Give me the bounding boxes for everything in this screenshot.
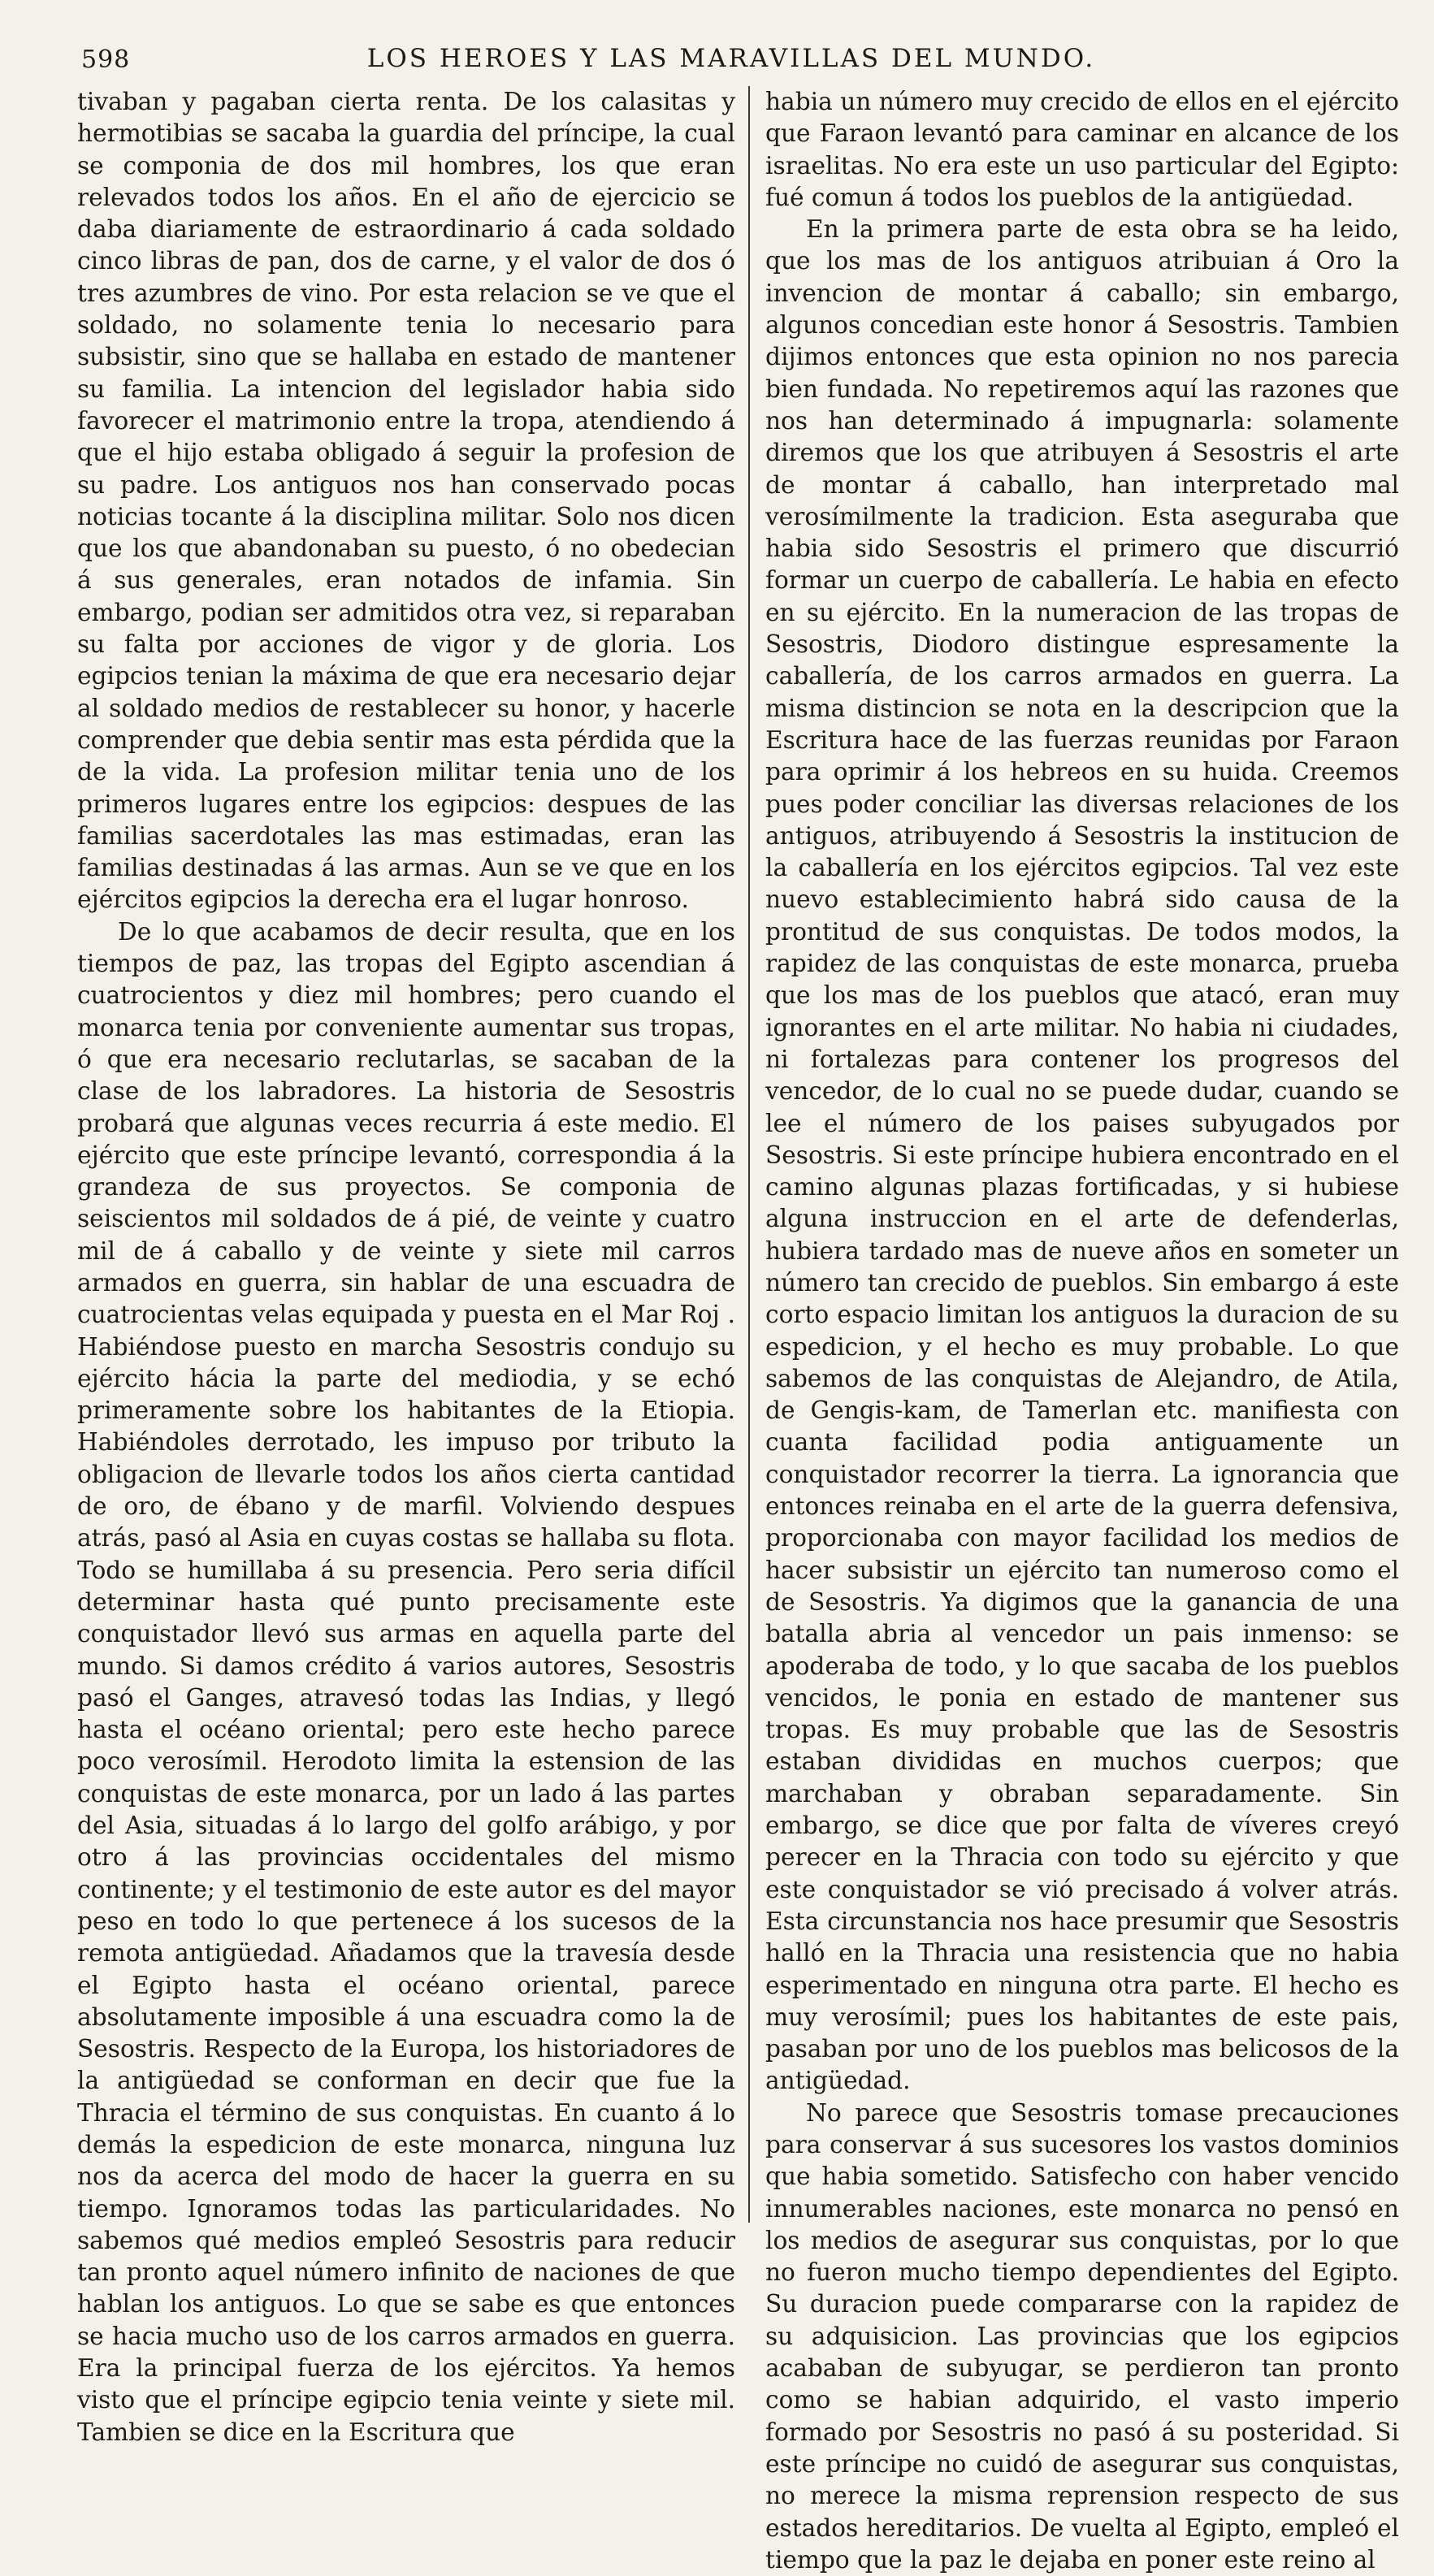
right-column [765, 86, 1399, 2574]
left-column [77, 86, 735, 2446]
paragraph: De lo que acabamos de decir resulta, que en los tiempos de paz, las tropas del Egipto ascendian á cuatrocientos y diez mil hombres; pero cuando el monarca tenia por conveniente aumentar sus tropas, ó que era necesario reclutarlas, se sacaban de la clase de los labradores. La historia de Sesostris probará que algunas veces recurria á este medio. El ejército que este príncipe levantó, correspondia á la grandeza de sus proyectos. Se componia de seiscientos mil soldados de á pié, de veinte y cuatro mil de á caballo y de veinte y siete mil carros armados en guerra, sin hablar de una escuadra de cuatrocientas velas equipada y puesta en el Mar Roj . Habiéndose puesto en marcha Sesostris condujo su ejército hácia la parte del mediodia, y se echó primeramente sobre los habitantes de la Etiopia. Habiéndoles derrotado, les impuso por tributo la obligacion de llevarle todos los años cierta cantidad de oro, de ébano y de marfil. Volviendo despues atrás, pasó al Asia en cuyas costas se hallaba su flota. Todo se humillaba á su presencia. Pero seria difícil determinar hasta qué punto precisamente este conquistador llevó sus armas en aquella parte del mundo. Si damos crédito á varios autores, Sesostris pasó el Ganges, atravesó todas las Indias, y llegó hasta el océano oriental; pero este hecho parece poco verosímil. Herodoto limita la estension de las conquistas de este monarca, por un lado á las partes del Asia, situadas á lo largo del golfo arábigo, y por otro á las provincias occidentales del mismo continente; y el testimonio de este autor es del mayor peso en todo lo que pertenece á los sucesos de la remota antigüedad. Añadamos que la travesía desde el Egipto hasta el océano oriental, parece absolutamente imposible á una escuadra como la de Sesostris. Respecto de la Europa, los historiadores de la antigüedad se conforman en decir que fue la Thracia el término de sus conquistas. En cuanto á lo demás la espedicion de este monarca, ninguna luz nos da acerca del modo de hacer la guerra en su tiempo. Ignoramos todas las particularidades. No sabemos qué medios empleó Sesostris para reducir tan pronto aquel número infinito de naciones de que hablan los antiguos. Lo que se sabe es que entonces se hacia mucho uso de los carros armados en guerra. Era la principal fuerza de los ejércitos. Ya hemos visto que el príncipe egipcio tenia veinte y siete mil. Tambien se dice en la Escritura que [77, 917, 735, 2446]
paragraph: No parece que Sesostris tomase precauciones para conservar á sus sucesores los vastos dominios que habia sometido. Satisfecho con haber vencido innumerables naciones, este monarca no pensó en los medios de asegurar sus conquistas, por lo que no fueron mucho tiempo dependientes del Egipto. Su duracion puede compararse con la rapidez de su adquisicion. Las provincias que los egipcios acababan de subyugar, se perdieron tan pronto como se habian adquirido, el vasto imperio formado por Sesostris no pasó á su posteridad. Si este príncipe no cuidó de asegurar sus conquistas, no merece la misma reprension respecto de sus estados hereditarios. De vuelta al Egipto, empleó el tiempo que la paz le dejaba en poner este reino al [765, 2098, 1399, 2574]
page-header [81, 42, 1381, 78]
paragraph: En la primera parte de esta obra se ha leido, que los mas de los antiguos atribuian á Oro la invencion de montar á caballo; sin embargo, algunos concedian este honor á Sesostris. Tambien dijimos entonces que esta opinion no nos parecia bien fundada. No repetiremos aquí las razones que nos han determinado á impugnarla: solamente diremos que los que atribuyen á Sesostris el arte de montar á caballo, han interpretado mal verosímilmente la tradicion. Esta aseguraba que habia sido Sesostris el primero que discurrió formar un cuerpo de caballería. Le habia en efecto en su ejército. En la numeracion de las tropas de Sesostris, Diodoro distingue espresamente la caballería, de los carros armados en guerra. La misma distincion se nota en la descripcion que la Escritura hace de las fuerzas reunidas por Faraon para oprimir á los hebreos en su huida. Creemos pues poder conciliar las diversas relaciones de los antiguos, atribuyendo á Sesostris la institucion de la caballería en los ejércitos egipcios. Tal vez este nuevo establecimiento habrá sido causa de la prontitud de sus conquistas. De todos modos, la rapidez de las conquistas de este monarca, prueba que los mas de los pueblos que atacó, eran muy ignorantes en el arte militar. No habia ni ciudades, ni fortalezas para contener los progresos del vencedor, de lo cual no se puede dudar, cuando se lee el número de los paises subyugados por Sesostris. Si este príncipe hubiera encontrado en el camino algunas plazas fortificadas, y si hubiese alguna instruccion en el arte de defenderlas, hubiera tardado mas de nueve años en someter un número tan crecido de pueblos. Sin embargo á este corto espacio limitan los antiguos la duracion de su espedicion, y el hecho es muy probable. Lo que sabemos de las conquistas de Alejandro, de Atila, de Gengis-kam, de Tamerlan etc. manifiesta con cuanta facilidad podia antiguamente un conquistador recorrer la tierra. La ignorancia que entonces reinaba en el arte de la guerra defensiva, proporcionaba con mayor facilidad los medios de hacer subsistir un ejército tan numeroso como el de Sesostris. Ya digimos que la ganancia de una batalla abria al vencedor un pais inmenso: se apoderaba de todo, y lo que sacaba de los pueblos vencidos, le ponia en estado de mantener sus tropas. Es muy probable que las de Sesostris estaban divididas en muchos cuerpos; que marchaban y obraban separadamente. Sin embargo, se dice que por falta de víveres creyó perecer en la Thracia con todo su ejército y que este conquistador se vió precisado á volver atrás. Esta circunstancia nos hace presumir que Sesostris halló en la Thracia una resistencia que no habia esperimentado en ninguna otra parte. El hecho es muy verosímil; pues los habitantes de este pais, pasaban por uno de los pueblos mas belicosos de la antigüedad. [765, 215, 1399, 2095]
paragraph: habia un número muy crecido de ellos en el ejército que Faraon levantó para caminar en alcance de los israelitas. No era este un uso particular del Egipto: fué comun á todos los pueblos de la antigüedad. [765, 88, 1399, 211]
column-divider [748, 86, 750, 2223]
running-title: LOS HEROES Y LAS MARAVILLAS DEL MUNDO. [366, 44, 1096, 73]
page-number: 598 [81, 45, 131, 74]
paragraph: tivaban y pagaban cierta renta. De los calasitas y hermotibias se sacaba la guardia del príncipe, la cual se componia de dos mil hombres, los que eran relevados todos los años. En el año de ejercicio se daba diariamente de estraordinario á cada soldado cinco libras de pan, dos de carne, y el valor de dos ó tres azumbres de vino. Por esta relacion se ve que el soldado, no solamente tenia lo necesario para subsistir, sino que se hallaba en estado de mantener su familia. La intencion del legislador habia sido favorecer el matrimonio entre la tropa, atendiendo á que el hijo estaba obligado á seguir la profesion de su padre. Los antiguos nos han conservado pocas noticias tocante á la disciplina militar. Solo nos dicen que los que abandonaban su puesto, ó no obedecian á sus generales, eran notados de infamia. Sin embargo, podian ser admitidos otra vez, si reparaban su falta por acciones de vigor y de gloria. Los egipcios tenian la máxima de que era necesario dejar al soldado medios de restablecer su honor, y hacerle comprender que debia sentir mas esta pérdida que la de la vida. La profesion militar tenia uno de los primeros lugares entre los egipcios: despues de las familias sacerdotales las mas estimadas, eran las familias destinadas á las armas. Aun se ve que en los ejércitos egipcios la derecha era el lugar honroso. [77, 88, 735, 914]
